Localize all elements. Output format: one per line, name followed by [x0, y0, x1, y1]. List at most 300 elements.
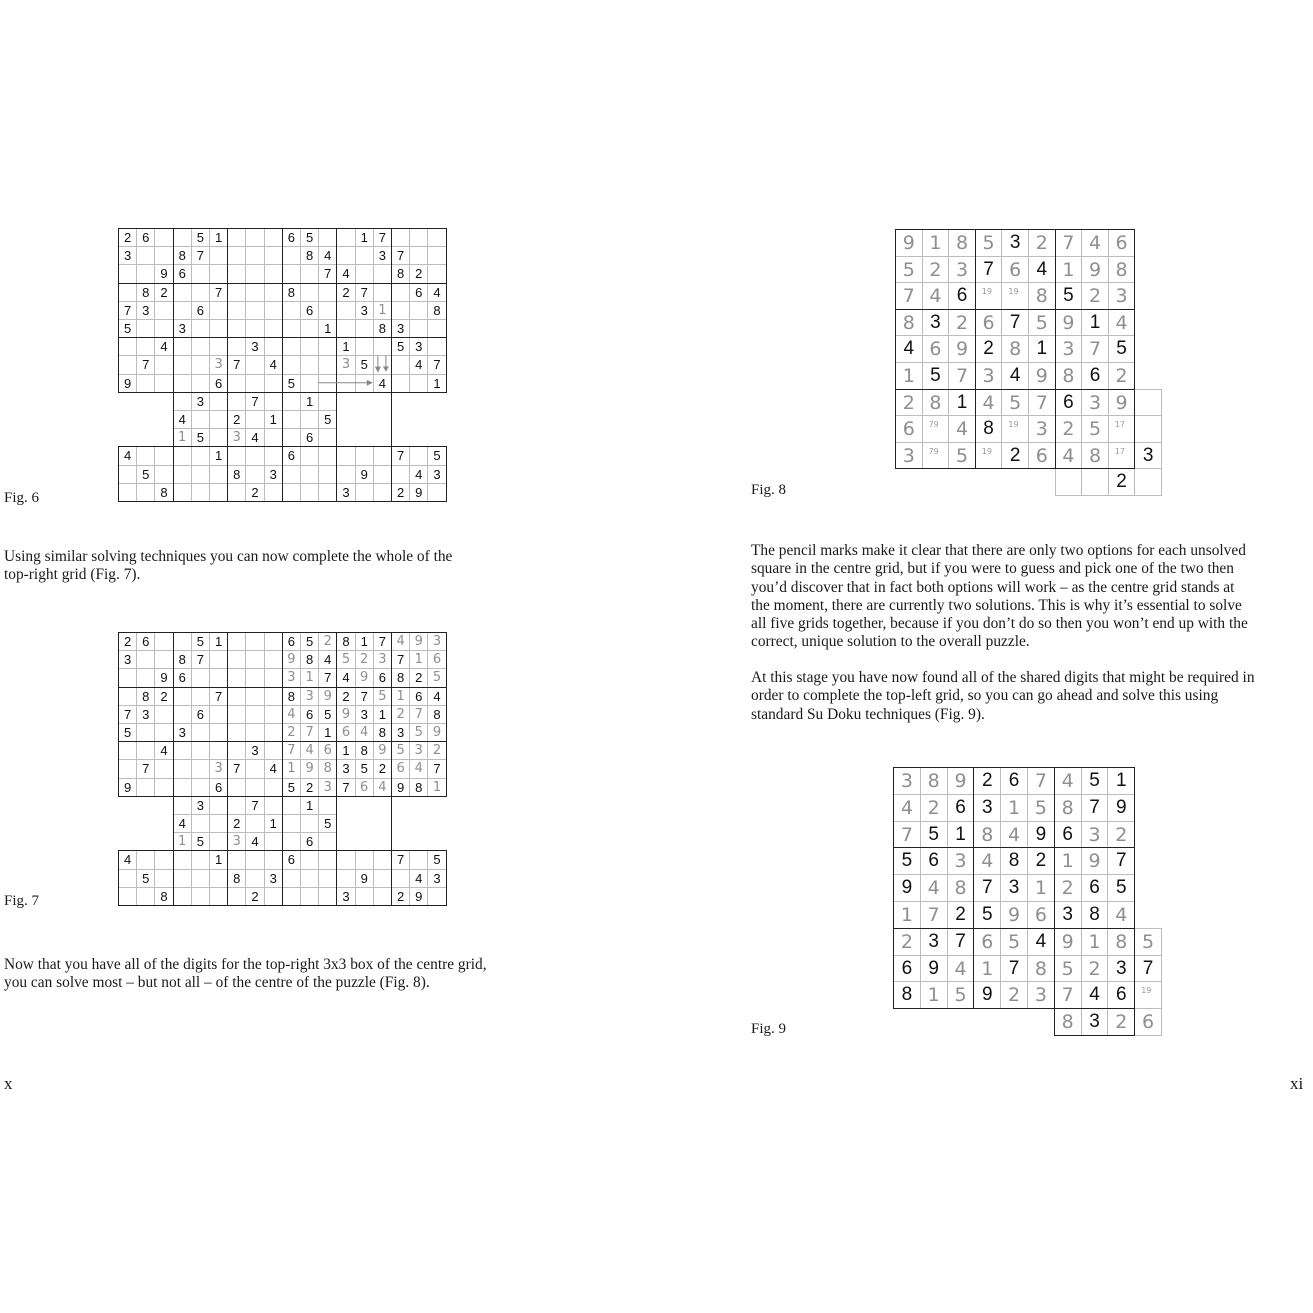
- grid-cell: [391, 283, 410, 302]
- grid-cell: 6: [300, 705, 319, 724]
- grid-cell: [154, 723, 173, 742]
- grid-cell: [118, 668, 137, 687]
- grid-cell: [282, 483, 301, 502]
- grid-cell: [227, 374, 246, 393]
- page-number-left: x: [4, 1074, 13, 1093]
- grid-cell: [282, 796, 301, 815]
- grid-cell: [191, 337, 210, 356]
- grid-cell: [173, 759, 192, 778]
- grid-cell: [427, 319, 446, 338]
- grid-cell: [245, 850, 264, 869]
- grid-cell: [209, 668, 228, 687]
- grid-cell: 6: [282, 632, 301, 651]
- grid-cell: 7: [191, 650, 210, 669]
- grid-cell: 2: [1108, 468, 1136, 496]
- grid-cell: [264, 723, 283, 742]
- grid-cell: [282, 832, 301, 851]
- grid-cell: 8: [300, 650, 319, 669]
- grid-cell: 8: [427, 705, 446, 724]
- grid-cell: 1: [948, 389, 976, 417]
- grid-cell: [227, 650, 246, 669]
- grid-cell: [264, 850, 283, 869]
- grid-cell: [154, 850, 173, 869]
- grid-cell: 7: [895, 282, 923, 310]
- grid-cell: [282, 887, 301, 906]
- grid-cell: [245, 283, 264, 302]
- grid-cell: 5: [948, 442, 976, 470]
- grid-cell: 6: [209, 374, 228, 393]
- grid-cell: [209, 796, 228, 815]
- grid-cell: [173, 632, 192, 651]
- grid-cell: 7: [948, 362, 976, 390]
- paragraph-3-line-3: you’d discover that in fact both options will work – as the centre grid stands at: [751, 578, 1235, 596]
- grid-cell: 1: [373, 705, 392, 724]
- grid-cell: 7: [118, 301, 137, 320]
- grid-cell: [227, 796, 246, 815]
- grid-cell: [282, 264, 301, 283]
- paragraph-1-line-2: top-right grid (Fig. 7).: [4, 566, 141, 584]
- grid-cell: [264, 705, 283, 724]
- grid-cell: 3: [1134, 442, 1162, 470]
- grid-cell: [118, 283, 137, 302]
- grid-cell: 3: [300, 687, 319, 706]
- grid-cell: [391, 301, 410, 320]
- grid-cell: [373, 283, 392, 302]
- grid-cell: 79: [922, 415, 950, 443]
- grid-cell: [1134, 389, 1162, 417]
- grid-cell: 3: [1000, 874, 1028, 902]
- grid-cell: 4: [300, 741, 319, 760]
- grid-cell: 1: [409, 650, 428, 669]
- grid-cell: 6: [948, 282, 976, 310]
- grid-cell: 9: [300, 759, 319, 778]
- grid-cell: 9: [973, 981, 1001, 1009]
- grid-cell: [1134, 415, 1162, 443]
- paragraph-3-line-5: all five grids together, because if you don’t do so then you won’t end up with the: [751, 615, 1248, 633]
- grid-cell: 1: [922, 229, 950, 257]
- grid-cell: 3: [1028, 415, 1056, 443]
- grid-cell: [318, 392, 337, 411]
- grid-cell: 7: [391, 446, 410, 465]
- grid-cell: [227, 319, 246, 338]
- grid-cell: 6: [1108, 229, 1136, 257]
- grid-cell: 6: [136, 632, 155, 651]
- grid-cell: 2: [975, 335, 1003, 363]
- grid-cell: [245, 723, 264, 742]
- grid-cell: [245, 410, 264, 429]
- grid-cell: [318, 228, 337, 247]
- grid-cell: [336, 301, 355, 320]
- grid-cell: [282, 392, 301, 411]
- grid-cell: [173, 850, 192, 869]
- grid-cell: 4: [355, 723, 374, 742]
- grid-cell: 8: [318, 759, 337, 778]
- grid-cell: [264, 796, 283, 815]
- paragraph-3-line-4: the moment, there are currently two solutions. This is why it’s essential to solve: [751, 596, 1242, 614]
- grid-cell: [409, 228, 428, 247]
- grid-cell: [427, 483, 446, 502]
- grid-cell: [245, 632, 264, 651]
- grid-cell: 4: [373, 374, 392, 393]
- grid-cell: 6: [1054, 821, 1082, 849]
- grid-cell: [264, 283, 283, 302]
- grid-cell: [227, 741, 246, 760]
- grid-cell: 8: [975, 415, 1003, 443]
- grid-cell: 4: [1107, 901, 1135, 929]
- grid-cell: 3: [245, 337, 264, 356]
- grid-cell: 9: [336, 705, 355, 724]
- grid-cell: [300, 374, 319, 393]
- grid-cell: 7: [1081, 794, 1109, 822]
- grid-cell: 9: [391, 778, 410, 797]
- grid-cell: 2: [300, 778, 319, 797]
- grid-cell: 1: [895, 362, 923, 390]
- grid-cell: [318, 446, 337, 465]
- grid-cell: 2: [1081, 282, 1109, 310]
- grid-cell: [136, 887, 155, 906]
- grid-cell: 3: [409, 337, 428, 356]
- figure-8-caption: Fig. 8: [751, 482, 787, 498]
- grid-cell: [173, 796, 192, 815]
- grid-cell: [427, 264, 446, 283]
- grid-cell: 6: [282, 446, 301, 465]
- grid-cell: 7: [1107, 847, 1135, 875]
- grid-cell: 19: [975, 442, 1003, 470]
- grid-cell: 7: [1027, 767, 1055, 795]
- grid-cell: [154, 465, 173, 484]
- grid-cell: [154, 301, 173, 320]
- grid-cell: 6: [922, 335, 950, 363]
- grid-cell: [264, 228, 283, 247]
- grid-cell: 7: [947, 928, 975, 956]
- grid-cell: 5: [191, 428, 210, 447]
- grid-cell: [391, 374, 410, 393]
- grid-cell: 8: [154, 483, 173, 502]
- grid-cell: 6: [1055, 389, 1083, 417]
- grid-cell: 3: [373, 246, 392, 265]
- grid-cell: [245, 650, 264, 669]
- grid-cell: [227, 850, 246, 869]
- grid-cell: [227, 264, 246, 283]
- grid-cell: [227, 668, 246, 687]
- grid-cell: 9: [1107, 794, 1135, 822]
- grid-cell: 9: [1054, 928, 1082, 956]
- grid-cell: [245, 301, 264, 320]
- grid-cell: 2: [973, 767, 1001, 795]
- grid-cell: [191, 483, 210, 502]
- grid-cell: [264, 632, 283, 651]
- grid-cell: 8: [154, 887, 173, 906]
- grid-cell: 1: [1081, 309, 1109, 337]
- grid-cell: 3: [355, 301, 374, 320]
- grid-cell: [173, 687, 192, 706]
- grid-cell: 3: [1054, 901, 1082, 929]
- paragraph-4-line-2: order to complete the top-left grid, so you can go ahead and solve this using: [751, 687, 1219, 705]
- grid-cell: [336, 319, 355, 338]
- grid-cell: 9: [920, 955, 948, 983]
- grid-cell: 5: [391, 741, 410, 760]
- grid-cell: 8: [227, 869, 246, 888]
- grid-cell: [300, 264, 319, 283]
- grid-cell: [336, 446, 355, 465]
- grid-cell: 5: [336, 650, 355, 669]
- grid-cell: [391, 465, 410, 484]
- grid-cell: [173, 778, 192, 797]
- grid-cell: 6: [920, 847, 948, 875]
- grid-cell: 8: [1001, 335, 1029, 363]
- grid-cell: [227, 632, 246, 651]
- grid-cell: [355, 446, 374, 465]
- grid-cell: 3: [191, 392, 210, 411]
- grid-cell: 7: [209, 687, 228, 706]
- grid-cell: 4: [920, 874, 948, 902]
- grid-cell: 1: [1054, 847, 1082, 875]
- grid-cell: 2: [227, 814, 246, 833]
- grid-cell: [355, 319, 374, 338]
- grid-cell: 3: [1027, 981, 1055, 1009]
- grid-cell: 2: [1000, 981, 1028, 1009]
- grid-cell: [173, 301, 192, 320]
- grid-cell: 5: [282, 374, 301, 393]
- grid-cell: 2: [427, 741, 446, 760]
- grid-cell: [173, 228, 192, 247]
- grid-cell: 7: [1055, 229, 1083, 257]
- grid-cell: [300, 465, 319, 484]
- grid-cell: 19: [1001, 415, 1029, 443]
- grid-cell: [318, 465, 337, 484]
- grid-cell: 8: [1000, 847, 1028, 875]
- grid-cell: 1: [427, 374, 446, 393]
- grid-cell: 1: [1107, 767, 1135, 795]
- grid-cell: 6: [191, 301, 210, 320]
- grid-cell: [1134, 468, 1162, 496]
- grid-cell: [318, 428, 337, 447]
- grid-cell: [136, 483, 155, 502]
- grid-cell: 4: [245, 428, 264, 447]
- grid-cell: [227, 301, 246, 320]
- grid-cell: [264, 832, 283, 851]
- grid-cell: 9: [409, 887, 428, 906]
- grid-cell: 3: [1081, 389, 1109, 417]
- grid-cell: 5: [893, 847, 921, 875]
- grid-cell: 19: [975, 282, 1003, 310]
- grid-cell: [336, 465, 355, 484]
- grid-cell: 3: [947, 847, 975, 875]
- grid-cell: 2: [336, 687, 355, 706]
- grid-cell: [282, 246, 301, 265]
- grid-cell: 6: [1027, 901, 1055, 929]
- grid-cell: [227, 337, 246, 356]
- grid-cell: 2: [1108, 362, 1136, 390]
- grid-cell: 5: [391, 337, 410, 356]
- grid-cell: 7: [391, 850, 410, 869]
- grid-cell: [173, 705, 192, 724]
- grid-cell: 1: [209, 850, 228, 869]
- grid-cell: 5: [318, 410, 337, 429]
- grid-cell: 4: [1081, 981, 1109, 1009]
- grid-cell: [1055, 468, 1083, 496]
- grid-cell: [300, 319, 319, 338]
- grid-cell: 9: [1081, 256, 1109, 284]
- grid-cell: [191, 283, 210, 302]
- grid-cell: [318, 796, 337, 815]
- grid-cell: 1: [1055, 256, 1083, 284]
- grid-cell: [264, 428, 283, 447]
- grid-cell: [173, 337, 192, 356]
- grid-cell: [264, 687, 283, 706]
- grid-cell: 3: [1081, 1008, 1109, 1036]
- grid-cell: 5: [1108, 335, 1136, 363]
- grid-cell: [173, 374, 192, 393]
- grid-cell: 8: [1081, 442, 1109, 470]
- grid-cell: 3: [1055, 335, 1083, 363]
- grid-cell: 5: [136, 869, 155, 888]
- grid-cell: [191, 723, 210, 742]
- grid-cell: [373, 887, 392, 906]
- grid-cell: [227, 705, 246, 724]
- grid-cell: 7: [1028, 389, 1056, 417]
- grid-cell: 9: [948, 335, 976, 363]
- grid-cell: 2: [947, 901, 975, 929]
- grid-cell: 4: [318, 650, 337, 669]
- grid-cell: [173, 392, 192, 411]
- grid-cell: 5: [922, 362, 950, 390]
- grid-cell: 1: [1028, 335, 1056, 363]
- grid-cell: 3: [227, 428, 246, 447]
- grid-cell: 6: [1107, 981, 1135, 1009]
- grid-cell: [136, 650, 155, 669]
- grid-cell: 7: [227, 759, 246, 778]
- grid-cell: 7: [893, 821, 921, 849]
- grid-cell: 4: [1108, 309, 1136, 337]
- grid-cell: 3: [1081, 821, 1109, 849]
- grid-cell: 5: [1134, 928, 1162, 956]
- grid-cell: [355, 850, 374, 869]
- grid-cell: [209, 337, 228, 356]
- grid-cell: 8: [173, 650, 192, 669]
- grid-cell: 1: [373, 301, 392, 320]
- grid-cell: 1: [947, 821, 975, 849]
- grid-cell: [336, 374, 355, 393]
- grid-cell: 6: [1081, 362, 1109, 390]
- grid-cell: [427, 337, 446, 356]
- grid-cell: [264, 668, 283, 687]
- grid-cell: [173, 355, 192, 374]
- grid-cell: 4: [1028, 256, 1056, 284]
- page-number-right: xi: [1290, 1074, 1304, 1093]
- grid-cell: [282, 465, 301, 484]
- grid-cell: 8: [895, 309, 923, 337]
- grid-cell: 2: [154, 687, 173, 706]
- grid-cell: [282, 869, 301, 888]
- grid-cell: [173, 869, 192, 888]
- grid-cell: 4: [895, 335, 923, 363]
- grid-cell: [391, 228, 410, 247]
- grid-cell: 8: [373, 319, 392, 338]
- grid-cell: [154, 778, 173, 797]
- grid-cell: 4: [1001, 362, 1029, 390]
- grid-cell: 8: [173, 246, 192, 265]
- grid-cell: 5: [1081, 415, 1109, 443]
- grid-cell: [191, 465, 210, 484]
- grid-cell: [264, 264, 283, 283]
- grid-cell: 1: [318, 723, 337, 742]
- grid-cell: 9: [947, 767, 975, 795]
- grid-cell: 6: [895, 415, 923, 443]
- paragraph-3-line-1: The pencil marks make it clear that there are only two options for each unsolved: [751, 542, 1246, 559]
- grid-cell: 3: [895, 442, 923, 470]
- grid-cell: [300, 446, 319, 465]
- grid-cell: 2: [409, 668, 428, 687]
- grid-cell: 2: [920, 794, 948, 822]
- grid-cell: [209, 392, 228, 411]
- grid-cell: 7: [355, 283, 374, 302]
- grid-cell: 3: [1107, 955, 1135, 983]
- grid-cell: [318, 850, 337, 869]
- grid-cell: 2: [118, 632, 137, 651]
- grid-cell: [154, 374, 173, 393]
- grid-cell: 1: [391, 687, 410, 706]
- grid-cell: 4: [154, 741, 173, 760]
- grid-cell: 8: [227, 465, 246, 484]
- grid-cell: [209, 428, 228, 447]
- grid-cell: 3: [227, 832, 246, 851]
- grid-cell: 8: [947, 874, 975, 902]
- grid-cell: 3: [209, 759, 228, 778]
- grid-cell: [209, 814, 228, 833]
- grid-cell: 6: [973, 928, 1001, 956]
- grid-cell: [118, 264, 137, 283]
- grid-cell: 5: [1081, 767, 1109, 795]
- grid-cell: 6: [191, 705, 210, 724]
- grid-cell: [282, 428, 301, 447]
- paragraph-1: [4, 548, 644, 585]
- grid-cell: [118, 355, 137, 374]
- grid-cell: [136, 668, 155, 687]
- grid-cell: 4: [409, 759, 428, 778]
- grid-cell: 4: [1081, 229, 1109, 257]
- grid-cell: 8: [1081, 901, 1109, 929]
- grid-cell: 7: [1134, 955, 1162, 983]
- grid-cell: 8: [893, 981, 921, 1009]
- grid-cell: 7: [227, 355, 246, 374]
- grid-cell: 3: [1108, 282, 1136, 310]
- grid-cell: [264, 374, 283, 393]
- paragraph-3-line-2: square in the centre grid, but if you were to guess and pick one of the two then: [751, 560, 1234, 578]
- grid-cell: 9: [1000, 901, 1028, 929]
- grid-cell: 2: [895, 389, 923, 417]
- grid-cell: [336, 228, 355, 247]
- grid-cell: [245, 446, 264, 465]
- grid-cell: 6: [1001, 256, 1029, 284]
- grid-cell: [173, 283, 192, 302]
- grid-cell: [355, 264, 374, 283]
- grid-cell: 7: [427, 355, 446, 374]
- grid-cell: [409, 850, 428, 869]
- grid-cell: [154, 355, 173, 374]
- grid-cell: [264, 483, 283, 502]
- grid-cell: [209, 832, 228, 851]
- grid-cell: [245, 355, 264, 374]
- grid-cell: [373, 465, 392, 484]
- grid-cell: [355, 337, 374, 356]
- grid-cell: 3: [118, 246, 137, 265]
- grid-cell: 3: [264, 869, 283, 888]
- grid-cell: 7: [300, 723, 319, 742]
- grid-cell: 1: [282, 759, 301, 778]
- grid-cell: 1: [300, 392, 319, 411]
- grid-cell: 2: [282, 723, 301, 742]
